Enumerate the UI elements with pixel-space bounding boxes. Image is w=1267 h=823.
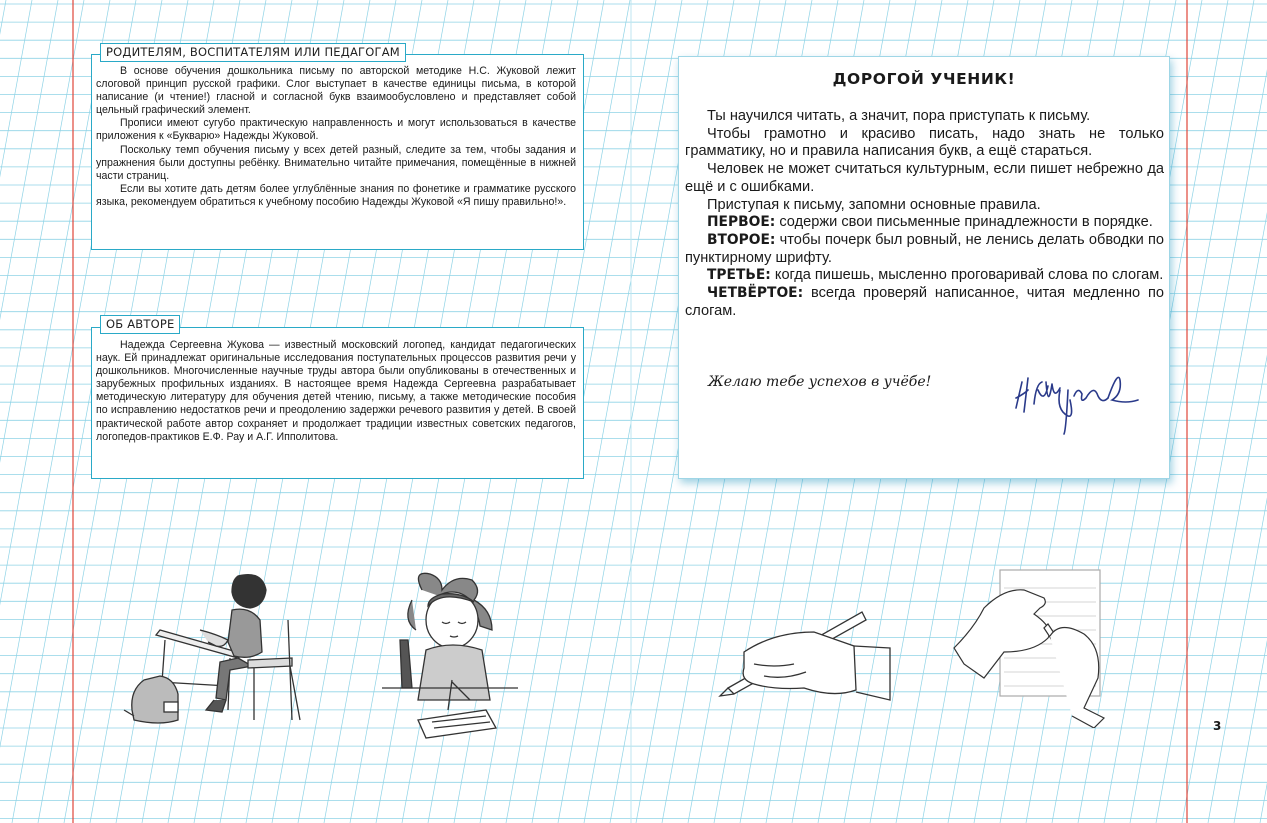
rule-text: чтобы почерк был ровный, не ленись делать обводки по пунктирному шрифту.: [685, 231, 1164, 266]
rule-text: содержи свои письменные принадлежности в порядке.: [779, 214, 1153, 231]
slant-line: [1208, 0, 1267, 823]
parents-paragraph: Поскольку темп обучения письму у всех детей разный, следите за тем, чтобы задания и упражнения были доступны ребёнку. Внимательно читайте примечания, помещённые в нижней части страниц.: [96, 143, 576, 182]
parents-note-heading: РОДИТЕЛЯМ, ВОСПИТАТЕЛЯМ ИЛИ ПЕДАГОГАМ: [100, 43, 406, 62]
signature-icon: [1008, 360, 1148, 440]
dear-student-title: ДОРОГОЙ УЧЕНИК!: [832, 70, 1016, 88]
rule-text: всегда проверяй написанное, читая медленно по слогам.: [685, 285, 1164, 319]
slant-line: [0, 0, 6, 823]
author-paragraph: Надежда Сергеевна Жукова — известный московский логопед, кандидат педагогических наук. Ей принадлежат оригинальные исследования поступательных процессов развития речи у дошкольников. Многочисленные научные труды автора были опубликованы в отечественных и зарубежных профильных изданиях. В настоящее время Надежда Сергеевна разрабатывает методическую литературу для обучения детей чтению, письму, а также методические пособия по исправлению недостатков речи и преодолению задержки речевого развития у детей. В своей практической работе автор сохраняет и продолжает традиции известных советских педагогов, логопедов-практиков Е.Ф. Рау и А.Г. Ипполитова.: [96, 339, 576, 443]
intro-paragraph: Человек не может считаться культурным, если пишет небрежно да ещё и с ошибками.: [685, 161, 1164, 195]
parents-paragraph: Прописи имеют сугубо практическую направленность и могут использоваться в качестве приложения к «Букварю» Надежды Жуковой.: [96, 117, 576, 143]
slant-line: [1234, 0, 1267, 823]
boy-at-desk-icon: [120, 570, 310, 732]
rule-label: ТРЕТЬЕ:: [707, 267, 771, 284]
dear-student-body: [685, 108, 1164, 320]
page-number: 3: [1213, 719, 1222, 733]
rule-label: ЧЕТВЁРТОЕ:: [707, 285, 804, 302]
rule-paragraph: [685, 285, 1164, 320]
slant-line: [1260, 0, 1267, 823]
girl-writing-icon: [382, 570, 522, 740]
slant-line: [0, 0, 32, 823]
hands-on-paper-icon: [944, 568, 1124, 728]
rule-text: когда пишешь, мысленно проговаривай слова по слогам.: [774, 267, 1164, 284]
about-author-body: [96, 339, 576, 444]
intro-paragraph: Приступая к письму, запомни основные правила.: [707, 196, 1041, 213]
parents-paragraph: Если вы хотите дать детям более углублённые знания по фонетике и грамматике русского языка, рекомендуем обратиться к учебному пособию Надежды Жуковой «Я пишу правильно!».: [96, 182, 576, 208]
parents-paragraph: В основе обучения дошкольника письму по авторской методике Н.С. Жуковой лежит слоговой принцип русской графики. Слог выступает в качестве единицы письма, в которой написание (и чтение!) гласной и согласной букв взаимообусловлено и представляет собой цельный графический элемент.: [96, 65, 576, 117]
rule-label: ПЕРВОЕ:: [707, 214, 776, 231]
slant-line: [1156, 0, 1267, 823]
parents-note-body: [96, 65, 576, 209]
rule-label: ВТОРОЕ:: [707, 231, 776, 248]
slant-line: [1182, 0, 1267, 823]
rule-paragraph: [685, 267, 1164, 285]
hand-holding-pen-icon: [714, 608, 894, 708]
intro-paragraph: Чтобы грамотно и красиво писать, надо знать не только грамматику, но и правила написания букв, а ещё стараться.: [685, 125, 1164, 160]
slant-line: [0, 0, 84, 823]
wish-text: Желаю тебе успехов в учёбе!: [708, 374, 932, 390]
about-author-heading: ОБ АВТОРЕ: [100, 315, 180, 334]
rule-paragraph: [685, 214, 1164, 232]
rule-paragraph: [685, 232, 1164, 267]
intro-paragraph: Ты научился читать, а значит, пора приступать к письму.: [707, 108, 1091, 124]
